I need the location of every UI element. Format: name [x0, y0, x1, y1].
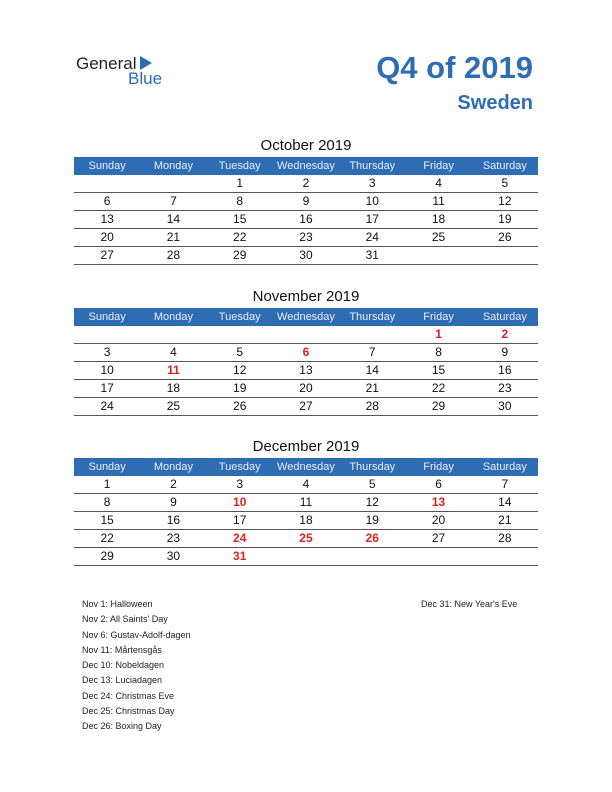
- day-cell: 22: [100, 531, 114, 545]
- country-subtitle: Sweden: [457, 92, 533, 114]
- day-cell: 11: [167, 363, 180, 377]
- weekday-header-thursday: Thursday: [349, 160, 396, 172]
- week-row: [74, 476, 538, 494]
- day-cell: 20: [100, 230, 114, 244]
- day-cell: 21: [365, 381, 379, 395]
- day-cell: 28: [365, 399, 379, 413]
- holiday-notes-right: [421, 597, 517, 612]
- day-cell: 27: [299, 399, 313, 413]
- day-cell: 12: [233, 363, 247, 377]
- weekday-header-wednesday: Wednesday: [277, 160, 335, 172]
- weekday-header-tuesday: Tuesday: [218, 160, 261, 172]
- day-cell: 27: [431, 531, 446, 545]
- day-cell: [207, 326, 273, 343]
- day-cell: 15: [100, 513, 114, 527]
- day-cell: [339, 548, 405, 565]
- day-cell: 7: [170, 194, 177, 208]
- logo-flag-icon: [140, 56, 152, 70]
- logo-text-general: General: [76, 54, 137, 73]
- day-cell: 13: [299, 363, 313, 377]
- weekday-header-row: [74, 308, 538, 326]
- week-row: [74, 512, 538, 530]
- weekday-header-thursday: Thursday: [349, 311, 396, 323]
- day-cell: 6: [302, 345, 310, 359]
- day-cell: 26: [233, 399, 247, 413]
- week-row: [74, 211, 538, 229]
- calendar-november: [74, 286, 538, 416]
- day-cell: 21: [498, 513, 512, 527]
- day-cell: 9: [170, 495, 177, 509]
- day-cell: 29: [100, 549, 114, 563]
- week-row: [74, 398, 538, 416]
- day-cell: 18: [431, 212, 446, 226]
- day-cell: 27: [100, 248, 114, 262]
- holiday-note: Dec 26: Boxing Day: [82, 721, 162, 732]
- day-cell: 6: [103, 194, 111, 208]
- day-cell: 26: [365, 531, 379, 545]
- weekday-header-monday: Monday: [153, 311, 193, 323]
- day-cell: 2: [302, 176, 310, 190]
- day-cell: 25: [299, 531, 313, 545]
- holiday-note: Dec 24: Christmas Eve: [82, 690, 175, 701]
- day-cell: 17: [365, 212, 379, 226]
- weekday-header-saturday: Saturday: [482, 160, 527, 172]
- day-cell: 10: [233, 495, 247, 509]
- day-cell: 11: [299, 495, 313, 509]
- day-cell: 19: [498, 212, 512, 226]
- day-cell: 14: [365, 363, 379, 377]
- day-cell: 15: [233, 212, 247, 226]
- day-cell: 24: [233, 531, 247, 545]
- calendar-december: [74, 436, 538, 566]
- day-cell: 19: [233, 381, 247, 395]
- day-cell: [472, 247, 538, 264]
- day-cell: [273, 548, 339, 565]
- weekday-header-monday: Monday: [153, 160, 193, 172]
- day-cell: [140, 175, 206, 192]
- day-cell: 23: [498, 381, 512, 395]
- day-cell: 16: [299, 212, 313, 226]
- day-cell: 30: [166, 549, 181, 563]
- day-cell: 7: [501, 477, 509, 491]
- holiday-note: Nov 11: Mårtensgås: [82, 644, 162, 655]
- day-cell: 12: [365, 495, 379, 509]
- week-row: [74, 380, 538, 398]
- day-cell: 15: [431, 363, 446, 377]
- weekday-header-row: [74, 157, 538, 175]
- day-cell: 8: [236, 194, 244, 208]
- calendar-october: [74, 135, 538, 265]
- day-cell: 22: [431, 381, 446, 395]
- holiday-note: Dec 13: Luciadagen: [82, 675, 163, 686]
- week-row: [74, 193, 538, 211]
- day-cell: 3: [236, 477, 244, 491]
- day-cell: 3: [368, 176, 376, 190]
- day-cell: 11: [432, 194, 445, 208]
- day-cell: 18: [166, 381, 181, 395]
- day-cell: 22: [233, 230, 247, 244]
- holiday-note: Dec 10: Nobeldagen: [82, 660, 165, 671]
- holiday-note: Dec 25: Christmas Day: [82, 706, 175, 717]
- day-cell: 21: [166, 230, 181, 244]
- day-cell: 2: [170, 477, 177, 491]
- weekday-header-tuesday: Tuesday: [218, 311, 261, 323]
- day-cell: 10: [100, 363, 114, 377]
- day-cell: 16: [166, 513, 181, 527]
- day-cell: [140, 326, 206, 343]
- day-cell: [74, 175, 140, 192]
- weekday-header-friday: Friday: [423, 160, 454, 172]
- day-cell: 26: [498, 230, 512, 244]
- day-cell: 20: [299, 381, 313, 395]
- day-cell: 1: [435, 327, 442, 341]
- page-title: Q4 of 2019: [376, 50, 533, 85]
- day-cell: 17: [100, 381, 114, 395]
- day-cell: 8: [103, 495, 111, 509]
- weekday-header-friday: Friday: [423, 461, 454, 473]
- day-cell: 28: [166, 248, 181, 262]
- day-cell: [405, 247, 471, 264]
- weekday-header-sunday: Sunday: [88, 311, 126, 323]
- day-cell: 14: [498, 495, 512, 509]
- day-cell: 18: [299, 513, 313, 527]
- day-cell: 31: [233, 549, 247, 563]
- day-cell: 5: [236, 345, 244, 359]
- weekday-header-saturday: Saturday: [482, 311, 527, 323]
- month-title: October 2019: [260, 137, 352, 154]
- day-cell: 19: [365, 513, 379, 527]
- day-cell: [472, 548, 538, 565]
- day-cell: 17: [233, 513, 247, 527]
- day-cell: 24: [100, 399, 114, 413]
- weekday-header-row: [74, 458, 538, 476]
- weekday-header-saturday: Saturday: [482, 461, 527, 473]
- week-row: [74, 229, 538, 247]
- day-cell: 9: [302, 194, 310, 208]
- day-cell: 28: [498, 531, 512, 545]
- week-row: [74, 175, 538, 193]
- holiday-note: Nov 6: Gustav-Adolf-dagen: [82, 629, 191, 640]
- day-cell: 14: [166, 212, 181, 226]
- day-cell: 6: [435, 477, 442, 491]
- weekday-header-thursday: Thursday: [349, 461, 396, 473]
- day-cell: 4: [435, 176, 442, 190]
- day-cell: 1: [236, 176, 244, 190]
- holiday-note: Nov 2: All Saints' Day: [82, 614, 168, 625]
- holiday-note: Nov 1: Halloween: [82, 599, 153, 609]
- day-cell: 7: [368, 345, 376, 359]
- week-row: [74, 530, 538, 548]
- day-cell: 10: [365, 194, 379, 208]
- week-row: [74, 362, 538, 380]
- day-cell: 23: [166, 531, 181, 545]
- week-row: [74, 247, 538, 265]
- holiday-note: Dec 31: New Year's Eve: [421, 599, 518, 609]
- day-cell: 12: [498, 194, 512, 208]
- day-cell: 30: [299, 248, 313, 262]
- day-cell: [74, 326, 140, 343]
- day-cell: 2: [501, 327, 509, 341]
- day-cell: 4: [170, 345, 177, 359]
- weekday-header-tuesday: Tuesday: [218, 461, 261, 473]
- day-cell: 23: [299, 230, 313, 244]
- weekday-header-wednesday: Wednesday: [277, 461, 335, 473]
- weekday-header-sunday: Sunday: [88, 160, 126, 172]
- week-row: [74, 494, 538, 512]
- week-row: [74, 326, 538, 344]
- day-cell: 20: [431, 513, 446, 527]
- day-cell: 9: [501, 345, 509, 359]
- weekday-header-wednesday: Wednesday: [277, 311, 335, 323]
- day-cell: 29: [233, 248, 247, 262]
- day-cell: [339, 326, 405, 343]
- day-cell: 13: [431, 495, 446, 509]
- holiday-notes-left: [82, 597, 191, 735]
- day-cell: 16: [498, 363, 512, 377]
- day-cell: [273, 326, 339, 343]
- day-cell: 25: [166, 399, 181, 413]
- weekday-header-monday: Monday: [153, 461, 193, 473]
- generalblue-logo: [76, 52, 176, 88]
- day-cell: [405, 548, 471, 565]
- day-cell: 8: [435, 345, 442, 359]
- day-cell: 4: [302, 477, 310, 491]
- month-title: November 2019: [252, 288, 360, 305]
- day-cell: 1: [103, 477, 111, 491]
- day-cell: 24: [365, 230, 379, 244]
- day-cell: 30: [498, 399, 512, 413]
- weekday-header-sunday: Sunday: [88, 461, 126, 473]
- month-title: December 2019: [252, 438, 360, 455]
- week-row: [74, 548, 538, 566]
- day-cell: 25: [431, 230, 446, 244]
- day-cell: 31: [365, 248, 379, 262]
- day-cell: 3: [103, 345, 111, 359]
- weekday-header-friday: Friday: [423, 311, 454, 323]
- day-cell: 13: [100, 212, 114, 226]
- day-cell: 29: [431, 399, 446, 413]
- week-row: [74, 344, 538, 362]
- day-cell: 5: [501, 176, 509, 190]
- logo-text-blue: Blue: [128, 69, 163, 88]
- day-cell: 5: [368, 477, 376, 491]
